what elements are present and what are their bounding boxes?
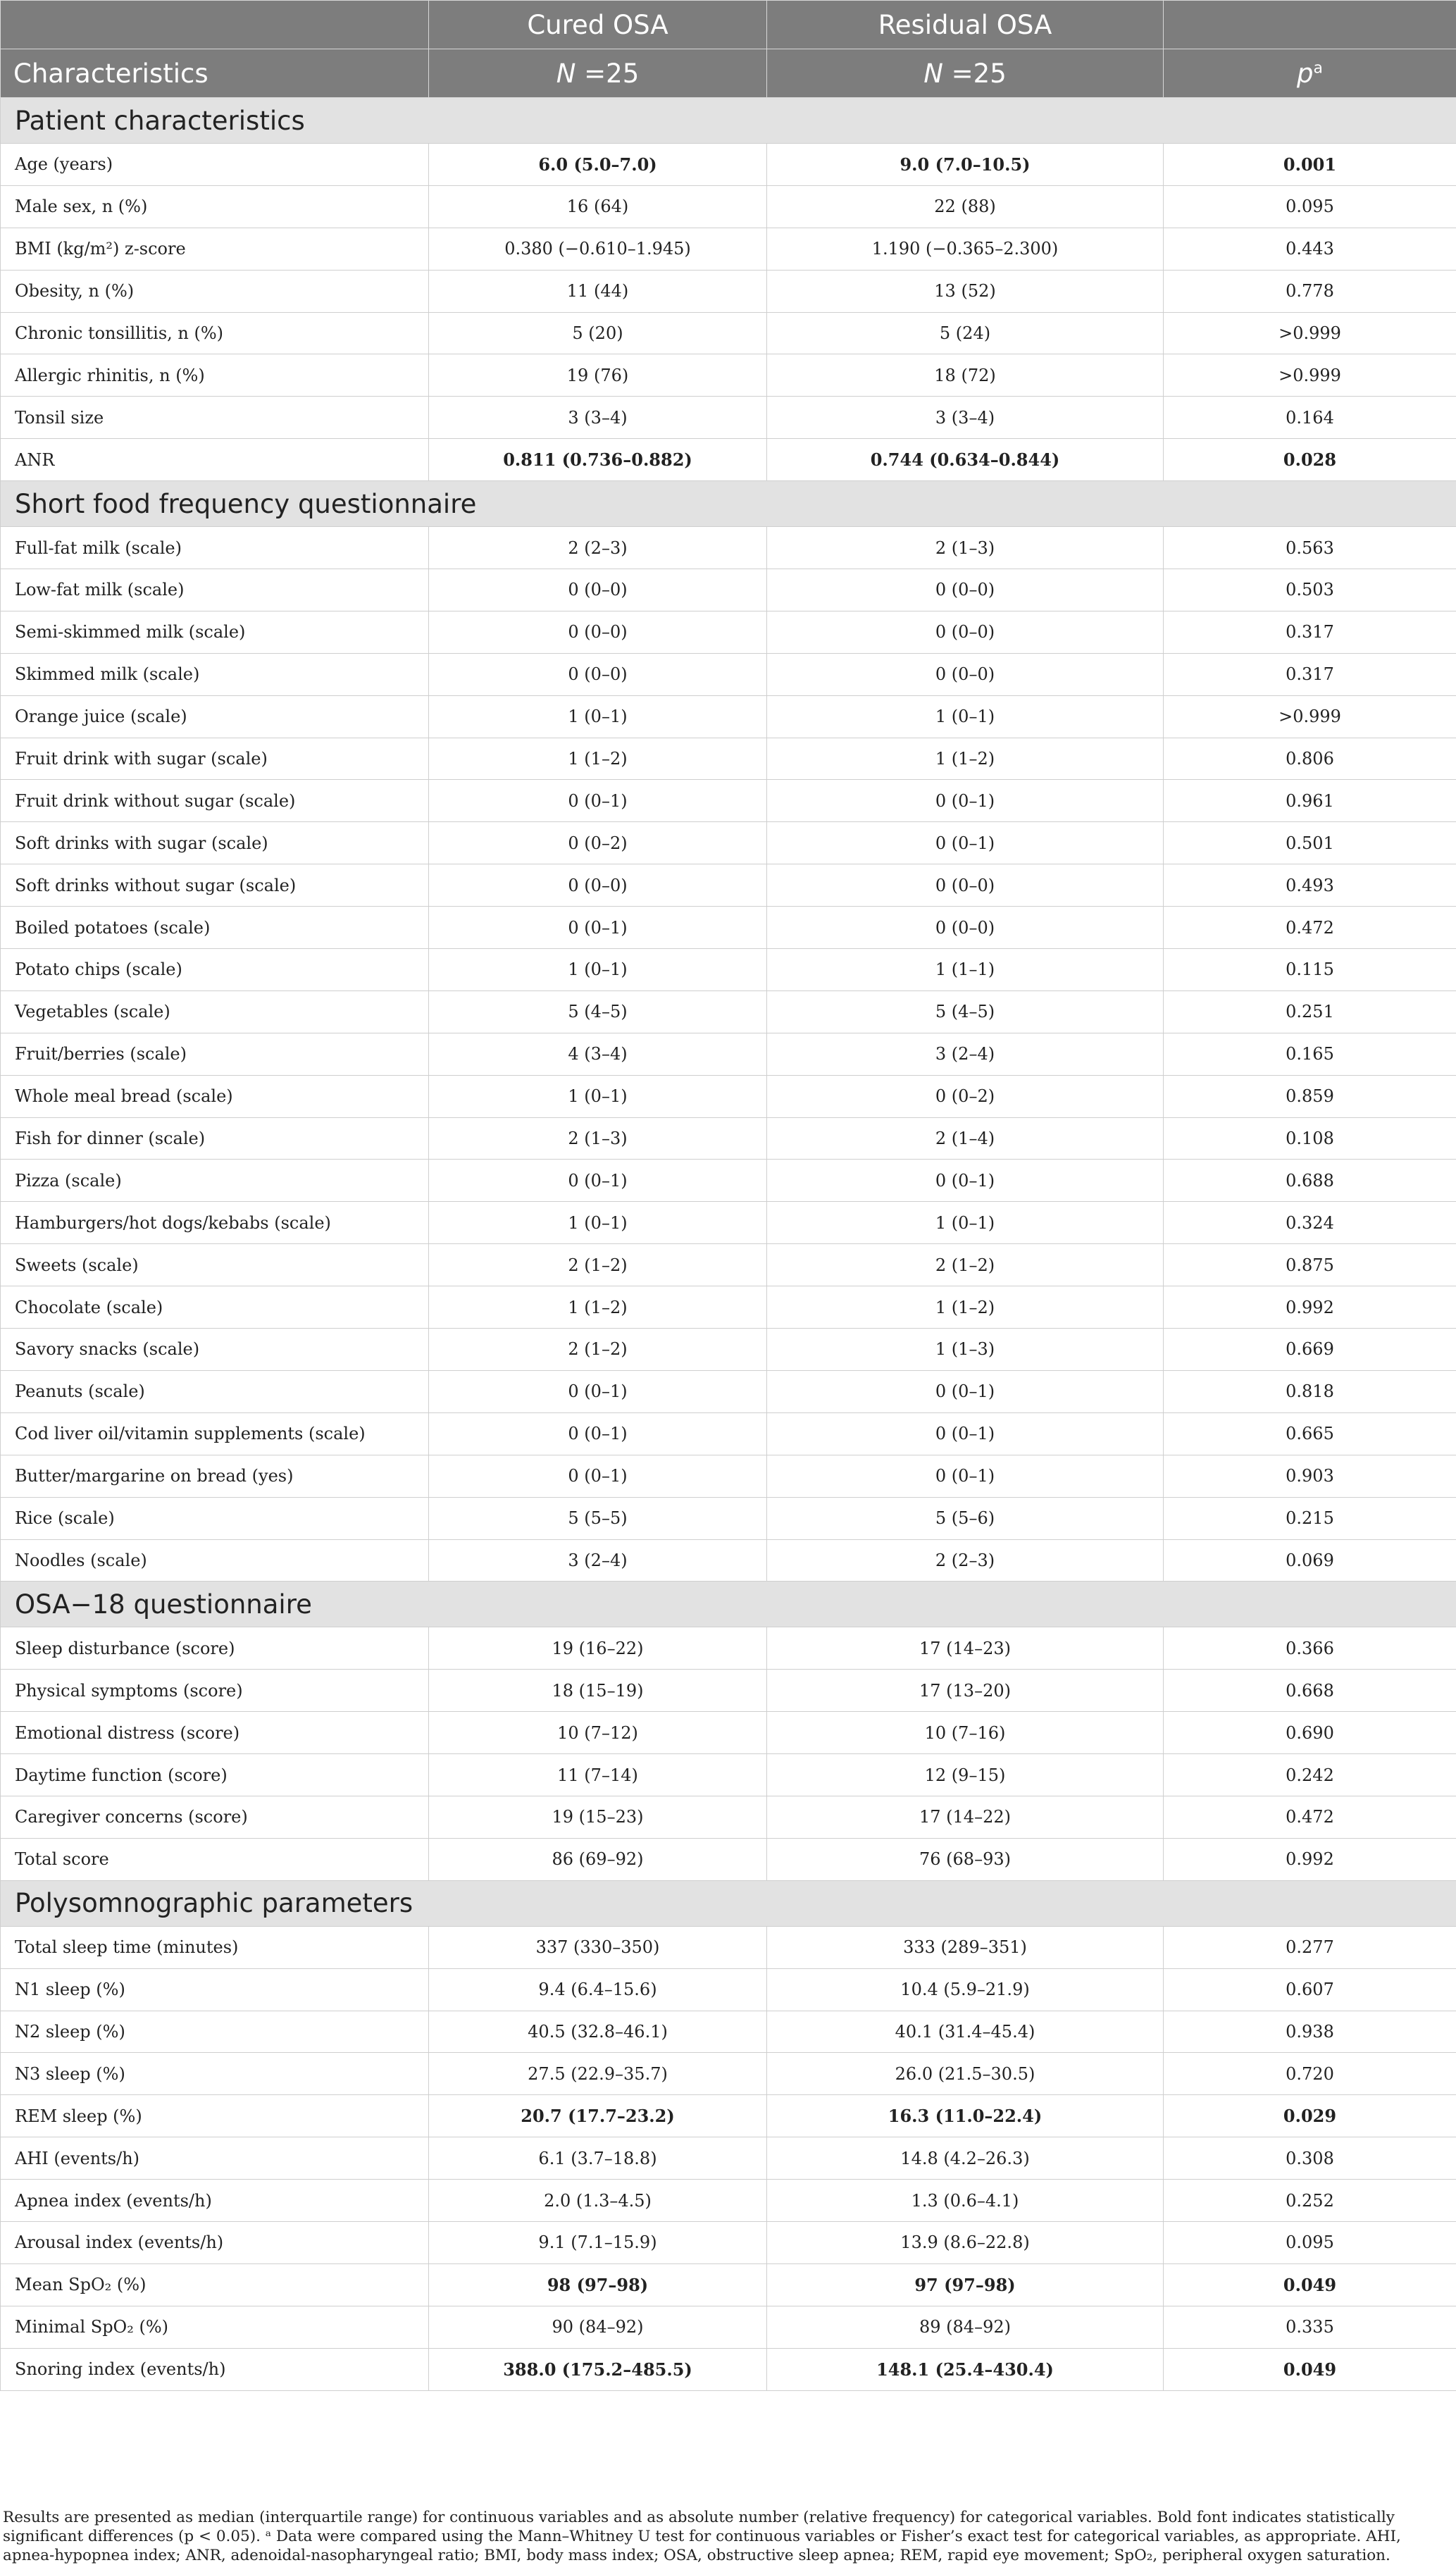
p-value: 0.992 [1164, 1286, 1456, 1329]
row-label: Rice (scale) [1, 1497, 429, 1539]
table-row [1, 2180, 1456, 2222]
row-label: Caregiver concerns (score) [1, 1796, 429, 1838]
row-label: Tonsil size [1, 397, 429, 439]
row-label: Total sleep time (minutes) [1, 1926, 429, 1968]
cured-value: 0 (0–2) [429, 822, 767, 864]
cured-value: 6.0 (5.0–7.0) [429, 144, 767, 186]
table-row [1, 2053, 1456, 2095]
row-label: Mean SpO₂ (%) [1, 2263, 429, 2306]
cured-value: 0 (0–0) [429, 864, 767, 907]
p-value: 0.493 [1164, 864, 1456, 907]
cured-value: 337 (330–350) [429, 1926, 767, 1968]
residual-value: 9.0 (7.0–10.5) [767, 144, 1164, 186]
table-row [1, 1244, 1456, 1286]
n-residual-value: =25 [952, 58, 1007, 89]
p-value: >0.999 [1164, 312, 1456, 354]
residual-value: 2 (1–4) [767, 1117, 1164, 1160]
row-label: Fruit drink with sugar (scale) [1, 738, 429, 780]
header-row-groups [1, 1, 1456, 49]
p-value: 0.472 [1164, 1796, 1456, 1838]
table-row [1, 695, 1456, 738]
p-value: 0.903 [1164, 1455, 1456, 1497]
cured-value: 5 (4–5) [429, 990, 767, 1033]
row-label: Chocolate (scale) [1, 1286, 429, 1329]
residual-value: 1 (1–3) [767, 1329, 1164, 1371]
row-label: Daytime function (score) [1, 1754, 429, 1796]
cured-value: 0.811 (0.736–0.882) [429, 439, 767, 481]
table-row [1, 1754, 1456, 1796]
p-value: 0.317 [1164, 611, 1456, 653]
cured-value: 19 (16–22) [429, 1627, 767, 1670]
p-value: 0.095 [1164, 185, 1456, 228]
p-value: 0.503 [1164, 569, 1456, 611]
p-value: 0.165 [1164, 1033, 1456, 1075]
p-value: 0.875 [1164, 1244, 1456, 1286]
p-value: 0.720 [1164, 2053, 1456, 2095]
cured-value: 2 (1–3) [429, 1117, 767, 1160]
cured-value: 6.1 (3.7–18.8) [429, 2137, 767, 2180]
row-label: Apnea index (events/h) [1, 2180, 429, 2222]
p-value: 0.049 [1164, 2263, 1456, 2306]
residual-value: 0 (0–1) [767, 1370, 1164, 1412]
table-row [1, 2306, 1456, 2348]
residual-value: 5 (5–6) [767, 1497, 1164, 1539]
cured-value: 19 (15–23) [429, 1796, 767, 1838]
residual-value: 0 (0–1) [767, 780, 1164, 822]
p-value: >0.999 [1164, 354, 1456, 397]
cured-value: 2 (1–2) [429, 1244, 767, 1286]
section-header-row [1, 481, 1456, 527]
table-row [1, 780, 1456, 822]
row-label: AHI (events/h) [1, 2137, 429, 2180]
table-footnote: Results are presented as median (interquartile range) for continuous variables and as absolute number (relative frequency) for categorical variables. Bold font indicates statistically significant differences (p < 0.05). ᵃ Data were compared using the Mann–Whitney U test for continuous variables or Fisher’s exact test for categorical variables, as appropriate. AHI, apnea-hypopnea index; ANR, adenoidal-nasopharyngeal ratio; BMI, body mass index; OSA, obstructive sleep apnea; REM, rapid eye movement; SpO₂, peripheral oxygen saturation. [0, 2505, 1451, 2565]
p-value: 0.501 [1164, 822, 1456, 864]
row-label: Emotional distress (score) [1, 1712, 429, 1754]
residual-value: 2 (1–3) [767, 527, 1164, 569]
table-row [1, 1670, 1456, 1712]
cured-value: 18 (15–19) [429, 1670, 767, 1712]
p-value: 0.688 [1164, 1160, 1456, 1202]
n-symbol: N [556, 58, 576, 89]
cured-value: 0 (0–1) [429, 1370, 767, 1412]
row-label: Noodles (scale) [1, 1539, 429, 1582]
cured-value: 19 (76) [429, 354, 767, 397]
row-label: Male sex, n (%) [1, 185, 429, 228]
table-row [1, 1968, 1456, 2011]
cured-value: 1 (0–1) [429, 1202, 767, 1244]
table-row [1, 1160, 1456, 1202]
table-row [1, 185, 1456, 228]
residual-value: 0 (0–1) [767, 1412, 1164, 1455]
cured-value: 1 (0–1) [429, 949, 767, 991]
p-value: 0.806 [1164, 738, 1456, 780]
header-cured-osa: Cured OSA [429, 1, 767, 49]
row-label: Peanuts (scale) [1, 1370, 429, 1412]
row-label: Fish for dinner (scale) [1, 1117, 429, 1160]
residual-value: 2 (2–3) [767, 1539, 1164, 1582]
p-value: 0.029 [1164, 2095, 1456, 2137]
row-label: Savory snacks (scale) [1, 1329, 429, 1371]
row-label: Orange juice (scale) [1, 695, 429, 738]
row-label: Age (years) [1, 144, 429, 186]
row-label: Total score [1, 1838, 429, 1880]
cured-value: 0 (0–1) [429, 907, 767, 949]
table-row [1, 738, 1456, 780]
p-symbol: p [1297, 58, 1314, 89]
cured-value: 90 (84–92) [429, 2306, 767, 2348]
cured-value: 27.5 (22.9–35.7) [429, 2053, 767, 2095]
residual-value: 0 (0–0) [767, 611, 1164, 653]
cured-value: 11 (7–14) [429, 1754, 767, 1796]
table-row [1, 1497, 1456, 1539]
table-row [1, 397, 1456, 439]
residual-value: 97 (97–98) [767, 2263, 1164, 2306]
table-row [1, 1033, 1456, 1075]
cured-value: 0 (0–1) [429, 1160, 767, 1202]
cured-value: 2.0 (1.3–4.5) [429, 2180, 767, 2222]
residual-value: 3 (3–4) [767, 397, 1164, 439]
row-label: N3 sleep (%) [1, 2053, 429, 2095]
table-row [1, 144, 1456, 186]
table-body [1, 98, 1456, 2391]
residual-value: 333 (289–351) [767, 1926, 1164, 1968]
header-empty-cell [1, 1, 429, 49]
p-superscript: a [1314, 59, 1323, 77]
p-value: 0.472 [1164, 907, 1456, 949]
p-value: 0.443 [1164, 228, 1456, 270]
residual-value: 40.1 (31.4–45.4) [767, 2011, 1164, 2053]
cured-value: 1 (0–1) [429, 695, 767, 738]
cured-value: 3 (2–4) [429, 1539, 767, 1582]
row-label: Skimmed milk (scale) [1, 653, 429, 695]
table-row [1, 2221, 1456, 2263]
cured-value: 0.380 (−0.610–1.945) [429, 228, 767, 270]
cured-value: 98 (97–98) [429, 2263, 767, 2306]
table-row [1, 1075, 1456, 1117]
section-header-row [1, 1880, 1456, 1926]
row-label: REM sleep (%) [1, 2095, 429, 2137]
table-row [1, 2011, 1456, 2053]
residual-value: 5 (24) [767, 312, 1164, 354]
row-label: Soft drinks without sugar (scale) [1, 864, 429, 907]
table-row [1, 864, 1456, 907]
cured-value: 86 (69–92) [429, 1838, 767, 1880]
residual-value: 1 (1–1) [767, 949, 1164, 991]
p-value: 0.668 [1164, 1670, 1456, 1712]
residual-value: 76 (68–93) [767, 1838, 1164, 1880]
p-value: 0.308 [1164, 2137, 1456, 2180]
residual-value: 17 (13–20) [767, 1670, 1164, 1712]
header-characteristics: Characteristics [1, 49, 429, 98]
header-n-residual [767, 49, 1164, 98]
header-row-labels [1, 49, 1456, 98]
residual-value: 89 (84–92) [767, 2306, 1164, 2348]
p-value: 0.164 [1164, 397, 1456, 439]
row-label: Vegetables (scale) [1, 990, 429, 1033]
p-value: 0.778 [1164, 270, 1456, 312]
row-label: ANR [1, 439, 429, 481]
p-value: 0.938 [1164, 2011, 1456, 2053]
table-row [1, 1286, 1456, 1329]
table-row [1, 1627, 1456, 1670]
cured-value: 1 (1–2) [429, 738, 767, 780]
cured-value: 9.4 (6.4–15.6) [429, 1968, 767, 2011]
cured-value: 0 (0–1) [429, 1412, 767, 1455]
section-title: OSA−18 questionnaire [1, 1582, 1456, 1627]
table-row [1, 2095, 1456, 2137]
p-value: 0.563 [1164, 527, 1456, 569]
residual-value: 148.1 (25.4–430.4) [767, 2348, 1164, 2390]
p-value: 0.252 [1164, 2180, 1456, 2222]
row-label: Hamburgers/hot dogs/kebabs (scale) [1, 1202, 429, 1244]
cured-value: 0 (0–1) [429, 780, 767, 822]
table-row [1, 1329, 1456, 1371]
row-label: N1 sleep (%) [1, 1968, 429, 2011]
residual-value: 0 (0–0) [767, 907, 1164, 949]
cured-value: 4 (3–4) [429, 1033, 767, 1075]
residual-value: 1 (1–2) [767, 738, 1164, 780]
p-value: 0.335 [1164, 2306, 1456, 2348]
row-label: Full-fat milk (scale) [1, 527, 429, 569]
table-row [1, 2137, 1456, 2180]
cured-value: 0 (0–0) [429, 653, 767, 695]
p-value: >0.999 [1164, 695, 1456, 738]
n-cured-value: =25 [584, 58, 639, 89]
residual-value: 0 (0–2) [767, 1075, 1164, 1117]
table-row [1, 1455, 1456, 1497]
p-value: 0.859 [1164, 1075, 1456, 1117]
row-label: Cod liver oil/vitamin supplements (scale) [1, 1412, 429, 1455]
table-row [1, 822, 1456, 864]
residual-value: 5 (4–5) [767, 990, 1164, 1033]
residual-value: 0 (0–0) [767, 569, 1164, 611]
residual-value: 13 (52) [767, 270, 1164, 312]
cured-value: 0 (0–0) [429, 569, 767, 611]
row-label: Soft drinks with sugar (scale) [1, 822, 429, 864]
p-value: 0.242 [1164, 1754, 1456, 1796]
p-value: 0.251 [1164, 990, 1456, 1033]
row-label: Low-fat milk (scale) [1, 569, 429, 611]
table-row [1, 569, 1456, 611]
residual-value: 13.9 (8.6–22.8) [767, 2221, 1164, 2263]
residual-value: 2 (1–2) [767, 1244, 1164, 1286]
residual-value: 17 (14–23) [767, 1627, 1164, 1670]
p-value: 0.690 [1164, 1712, 1456, 1754]
cured-value: 1 (1–2) [429, 1286, 767, 1329]
cured-value: 16 (64) [429, 185, 767, 228]
residual-value: 26.0 (21.5–30.5) [767, 2053, 1164, 2095]
header-p-value [1164, 49, 1456, 98]
p-value: 0.069 [1164, 1539, 1456, 1582]
row-label: Sleep disturbance (score) [1, 1627, 429, 1670]
residual-value: 1.3 (0.6–4.1) [767, 2180, 1164, 2222]
table-row [1, 439, 1456, 481]
table-row [1, 2263, 1456, 2306]
residual-value: 16.3 (11.0–22.4) [767, 2095, 1164, 2137]
table-row [1, 2348, 1456, 2390]
table-row [1, 1117, 1456, 1160]
p-value: 0.366 [1164, 1627, 1456, 1670]
header-empty-cell [1164, 1, 1456, 49]
row-label: BMI (kg/m²) z-score [1, 228, 429, 270]
residual-value: 0 (0–1) [767, 1455, 1164, 1497]
row-label: Sweets (scale) [1, 1244, 429, 1286]
row-label: Fruit/berries (scale) [1, 1033, 429, 1075]
table-row [1, 1926, 1456, 1968]
n-symbol: N [923, 58, 943, 89]
row-label: Chronic tonsillitis, n (%) [1, 312, 429, 354]
residual-value: 1.190 (−0.365–2.300) [767, 228, 1164, 270]
cured-value: 20.7 (17.7–23.2) [429, 2095, 767, 2137]
row-label: Potato chips (scale) [1, 949, 429, 991]
header-n-cured [429, 49, 767, 98]
table-row [1, 949, 1456, 991]
table-row [1, 907, 1456, 949]
p-value: 0.277 [1164, 1926, 1456, 1968]
p-value: 0.324 [1164, 1202, 1456, 1244]
cured-value: 9.1 (7.1–15.9) [429, 2221, 767, 2263]
cured-value: 0 (0–1) [429, 1455, 767, 1497]
cured-value: 11 (44) [429, 270, 767, 312]
section-title: Patient characteristics [1, 98, 1456, 144]
cured-value: 2 (2–3) [429, 527, 767, 569]
row-label: Fruit drink without sugar (scale) [1, 780, 429, 822]
row-label: Whole meal bread (scale) [1, 1075, 429, 1117]
p-value: 0.108 [1164, 1117, 1456, 1160]
section-title: Polysomnographic parameters [1, 1880, 1456, 1926]
p-value: 0.215 [1164, 1497, 1456, 1539]
table-row [1, 527, 1456, 569]
section-title: Short food frequency questionnaire [1, 481, 1456, 527]
residual-value: 3 (2–4) [767, 1033, 1164, 1075]
row-label: Butter/margarine on bread (yes) [1, 1455, 429, 1497]
residual-value: 10.4 (5.9–21.9) [767, 1968, 1164, 2011]
residual-value: 22 (88) [767, 185, 1164, 228]
table-row [1, 1796, 1456, 1838]
row-label: Semi-skimmed milk (scale) [1, 611, 429, 653]
p-value: 0.961 [1164, 780, 1456, 822]
residual-value: 0 (0–1) [767, 1160, 1164, 1202]
section-header-row [1, 1582, 1456, 1627]
table-row [1, 354, 1456, 397]
section-header-row [1, 98, 1456, 144]
table-row [1, 611, 1456, 653]
header-residual-osa: Residual OSA [767, 1, 1164, 49]
row-label: Boiled potatoes (scale) [1, 907, 429, 949]
row-label: Allergic rhinitis, n (%) [1, 354, 429, 397]
cured-value: 2 (1–2) [429, 1329, 767, 1371]
residual-value: 0 (0–0) [767, 653, 1164, 695]
row-label: Obesity, n (%) [1, 270, 429, 312]
row-label: Pizza (scale) [1, 1160, 429, 1202]
table-row [1, 653, 1456, 695]
row-label: Snoring index (events/h) [1, 2348, 429, 2390]
cured-value: 1 (0–1) [429, 1075, 767, 1117]
residual-value: 1 (1–2) [767, 1286, 1164, 1329]
row-label: Arousal index (events/h) [1, 2221, 429, 2263]
table-row [1, 1712, 1456, 1754]
table-row [1, 270, 1456, 312]
p-value: 0.115 [1164, 949, 1456, 991]
p-value: 0.028 [1164, 439, 1456, 481]
p-value: 0.669 [1164, 1329, 1456, 1371]
row-label: Minimal SpO₂ (%) [1, 2306, 429, 2348]
residual-value: 0.744 (0.634–0.844) [767, 439, 1164, 481]
cured-value: 10 (7–12) [429, 1712, 767, 1754]
table-row [1, 1202, 1456, 1244]
cured-value: 0 (0–0) [429, 611, 767, 653]
residual-value: 0 (0–1) [767, 822, 1164, 864]
cured-value: 388.0 (175.2–485.5) [429, 2348, 767, 2390]
residual-value: 18 (72) [767, 354, 1164, 397]
residual-value: 14.8 (4.2–26.3) [767, 2137, 1164, 2180]
p-value: 0.992 [1164, 1838, 1456, 1880]
table-header [1, 1, 1456, 98]
p-value: 0.818 [1164, 1370, 1456, 1412]
p-value: 0.001 [1164, 144, 1456, 186]
table-row [1, 1539, 1456, 1582]
residual-value: 1 (0–1) [767, 1202, 1164, 1244]
row-label: Physical symptoms (score) [1, 1670, 429, 1712]
cured-value: 5 (5–5) [429, 1497, 767, 1539]
residual-value: 10 (7–16) [767, 1712, 1164, 1754]
p-value: 0.095 [1164, 2221, 1456, 2263]
cured-value: 5 (20) [429, 312, 767, 354]
table-row [1, 228, 1456, 270]
table-row [1, 1412, 1456, 1455]
residual-value: 0 (0–0) [767, 864, 1164, 907]
p-value: 0.049 [1164, 2348, 1456, 2390]
p-value: 0.665 [1164, 1412, 1456, 1455]
cured-value: 3 (3–4) [429, 397, 767, 439]
cured-value: 40.5 (32.8–46.1) [429, 2011, 767, 2053]
residual-value: 12 (9–15) [767, 1754, 1164, 1796]
residual-value: 17 (14–22) [767, 1796, 1164, 1838]
table-row [1, 1370, 1456, 1412]
table-row [1, 990, 1456, 1033]
table-row [1, 312, 1456, 354]
table-row [1, 1838, 1456, 1880]
residual-value: 1 (0–1) [767, 695, 1164, 738]
p-value: 0.317 [1164, 653, 1456, 695]
p-value: 0.607 [1164, 1968, 1456, 2011]
row-label: N2 sleep (%) [1, 2011, 429, 2053]
